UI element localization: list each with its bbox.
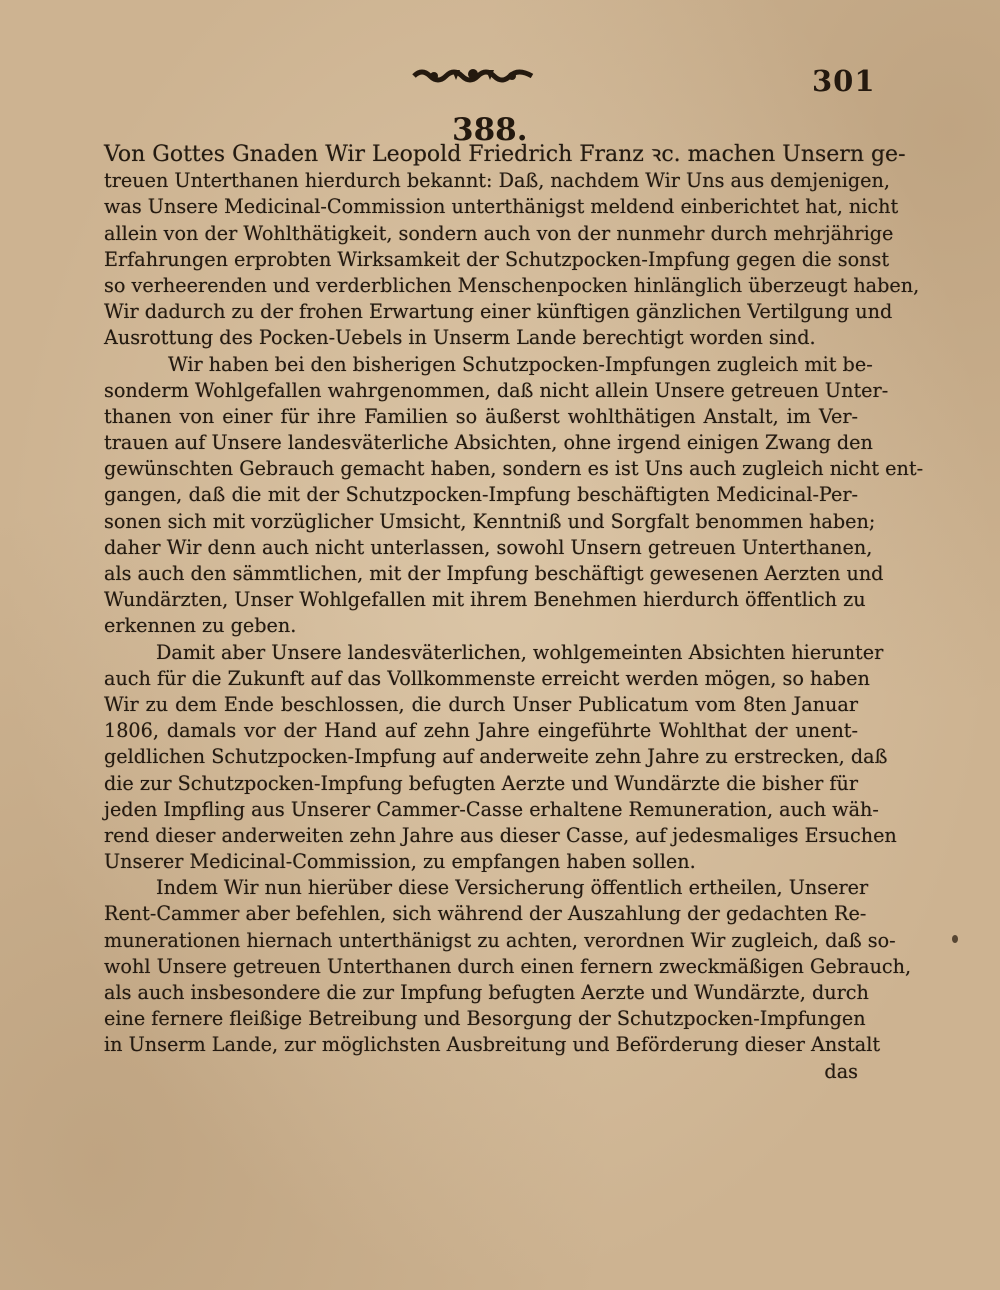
ink-speck (952, 935, 958, 943)
text-line: Von Gottes Gnaden Wir Leopold Friedrich Franz ꝛc. machen Unsern ge- (104, 142, 906, 167)
text-line: erkennen zu geben. (104, 614, 297, 638)
text-line: eine fernere fleißige Betreibung und Besorgung der Schutzpocken-Impfungen (104, 1007, 866, 1031)
text-line: Wir haben bei den bisherigen Schutzpocken-Impfungen zugleich mit be- (168, 352, 873, 376)
text-line: Ausrottung des Pocken-Uebels in Unserm Lande berechtigt worden sind. (104, 326, 816, 350)
text-line: rend dieser anderweiten zehn Jahre aus dieser Casse, auf jedesmaliges Ersuchen (104, 823, 897, 847)
ornament-divider-icon (412, 64, 534, 86)
text-line: thanen von einer für ihre Familien so äußerst wohlthätigen Anstalt, im Ver- (104, 404, 858, 428)
text-line: gangen, daß die mit der Schutzpocken-Impfung beschäftigten Medicinal-Per- (104, 483, 858, 507)
text-line: was Unsere Medicinal-Commission unterthänigst meldend einberichtet hat, nicht (104, 195, 899, 219)
text-line: in Unserm Lande, zur möglichsten Ausbreitung und Beförderung dieser Anstalt (104, 1033, 881, 1057)
text-line: trauen auf Unsere landesväterliche Absichten, ohne irgend einigen Zwang den (104, 431, 873, 455)
text-line: Indem Wir nun hierüber diese Versicherung öffentlich ertheilen, Unserer (156, 876, 869, 900)
text-line: treuen Unterthanen hierdurch bekannt: Daß, nachdem Wir Uns aus demjenigen, (104, 169, 890, 193)
text-line: so verheerenden und verderblichen Menschenpocken hinlänglich überzeugt haben, (104, 273, 920, 297)
page-number: 301 (812, 64, 876, 98)
text-line: jeden Impfling aus Unserer Cammer-Casse erhaltene Remuneration, auch wäh- (104, 797, 879, 821)
text-line: allein von der Wohlthätigkeit, sondern auch von der nunmehr durch mehrjährige (104, 221, 894, 245)
text-line: daher Wir denn auch nicht unterlassen, sowohl Unsern getreuen Unterthanen, (104, 535, 873, 559)
text-line: Wundärzten, Unser Wohlgefallen mit ihrem Benehmen hierdurch öffentlich zu (104, 588, 866, 612)
text-line: Wir dadurch zu der frohen Erwartung einer künftigen gänzlichen Vertilgung und (104, 300, 893, 324)
text-line: auch für die Zukunft auf das Vollkommenste erreicht werden mögen, so haben (104, 666, 870, 690)
text-line: Unserer Medicinal-Commission, zu empfangen haben sollen. (104, 850, 696, 874)
document-number: 388. (452, 112, 528, 148)
text-line: Erfahrungen erprobten Wirksamkeit der Schutzpocken-Impfung gegen die sonst (104, 247, 890, 271)
text-line: Wir zu dem Ende beschlossen, die durch Unser Publicatum vom 8ten Januar (104, 692, 858, 716)
text-line: die zur Schutzpocken-Impfung befugten Aerzte und Wundärzte die bisher für (104, 771, 858, 795)
text-line: Damit aber Unsere landesväterlichen, wohlgemeinten Absichten hierunter (156, 640, 884, 664)
text-line: wohl Unsere getreuen Unterthanen durch einen fernern zweckmäßigen Gebrauch, (104, 954, 912, 978)
text-line: geldlichen Schutzpocken-Impfung auf anderweite zehn Jahre zu erstrecken, daß (104, 745, 888, 769)
text-line: munerationen hiernach unterthänigst zu achten, verordnen Wir zugleich, daß so- (104, 928, 896, 952)
text-line: sonderm Wohlgefallen wahrgenommen, daß nicht allein Unsere getreuen Unter- (104, 378, 889, 402)
text-line: sonen sich mit vorzüglicher Umsicht, Kenntniß und Sorgfalt benommen haben; (104, 509, 876, 533)
text-line: als auch den sämmtlichen, mit der Impfung beschäftigt gewesenen Aerzten und (104, 562, 884, 585)
catchword: das (824, 1059, 858, 1083)
text-line: Rent-Cammer aber befehlen, sich während der Auszahlung der gedachten Re- (104, 902, 867, 926)
text-line: 1806, damals vor der Hand auf zehn Jahre eingeführte Wohlthat der unent- (104, 719, 858, 743)
text-line: gewünschten Gebrauch gemacht haben, sondern es ist Uns auch zugleich nicht ent- (104, 457, 924, 481)
body-text (104, 142, 924, 1085)
text-line: als auch insbesondere die zur Impfung befugten Aerzte und Wundärzte, durch (104, 981, 869, 1004)
